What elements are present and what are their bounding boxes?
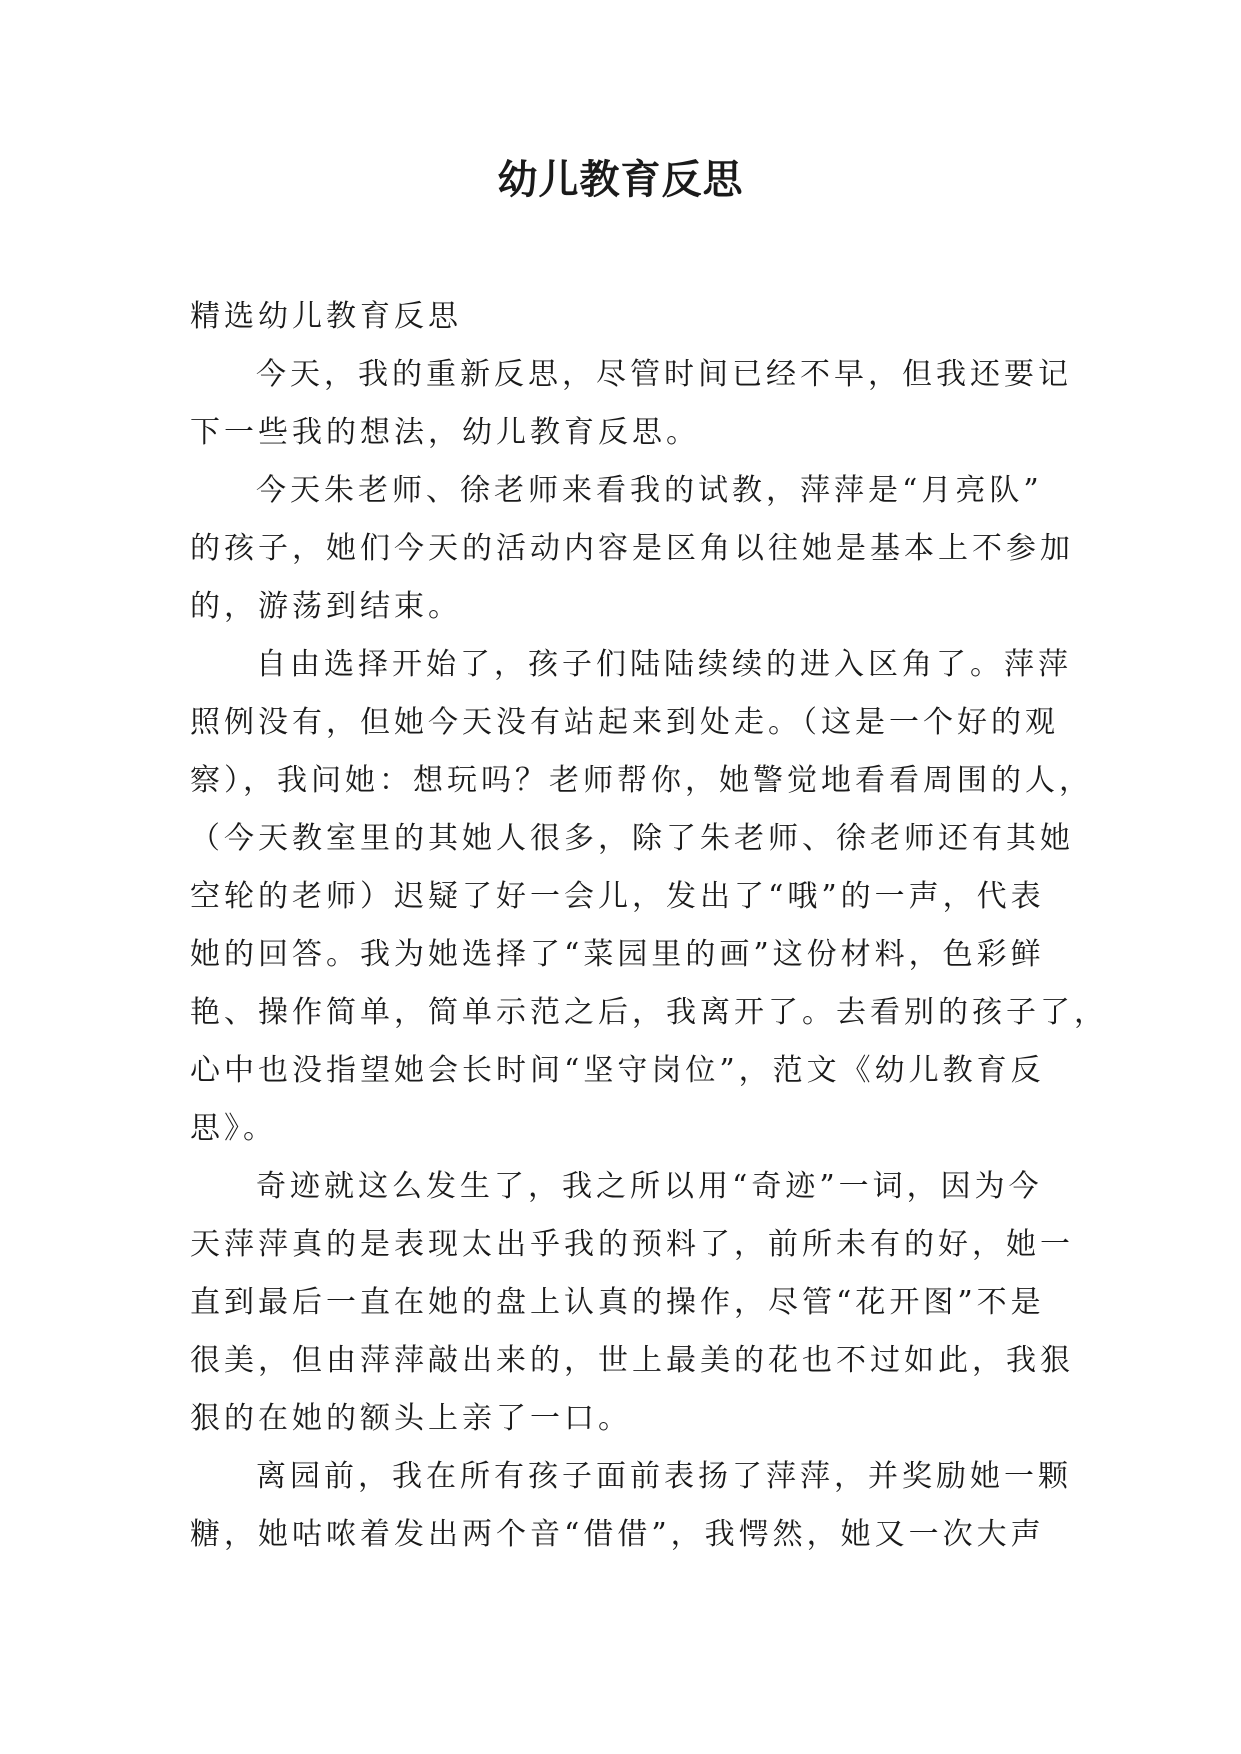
text-line: 今天朱老师、徐老师来看我的试教，萍萍是“月亮队” <box>256 473 1043 508</box>
text-line: 糖，她咕哝着发出两个音“借借”，我愕然，她又一次大声 <box>190 1517 1045 1552</box>
paragraph-4 <box>190 1158 1074 1448</box>
paragraph-3 <box>190 636 1108 1158</box>
text-line: 奇迹就这么发生了，我之所以用“奇迹”一词，因为今 <box>256 1169 1043 1204</box>
text-line: 空轮的老师）迟疑了好一会儿，发出了“哦”的一声，代表 <box>190 879 1045 914</box>
text-line: 天萍萍真的是表现太出乎我的预料了，前所未有的好，她一 <box>190 1227 1074 1262</box>
text-line: 离园前，我在所有孩子面前表扬了萍萍，并奖励她一颗 <box>256 1459 1072 1494</box>
text-line: 下一些我的想法，幼儿教育反思。 <box>190 415 700 450</box>
document-body <box>190 288 1108 1564</box>
text-line: 直到最后一直在她的盘上认真的操作，尽管“花开图”不是 <box>190 1285 1045 1320</box>
text-line: 的，游荡到结束。 <box>190 589 462 624</box>
text-line: 她的回答。我为她选择了“菜园里的画”这份材料，色彩鲜 <box>190 937 1045 972</box>
text-line: 狠的在她的额头上亲了一口。 <box>190 1401 632 1436</box>
text-line: 艳、操作简单，简单示范之后，我离开了。去看别的孩子了， <box>190 995 1108 1030</box>
paragraph-1 <box>190 346 1070 462</box>
text-line: 心中也没指望她会长时间“坚守岗位”，范文《幼儿教育反 <box>190 1053 1045 1088</box>
text-line: 思》。 <box>190 1111 277 1146</box>
text-line: 自由选择开始了，孩子们陆陆续续的进入区角了。萍萍 <box>256 647 1072 682</box>
text-line: 很美，但由萍萍敲出来的，世上最美的花也不过如此，我狠 <box>190 1343 1074 1378</box>
text-line: 的孩子，她们今天的活动内容是区角以往她是基本上不参加 <box>190 531 1074 566</box>
text-line: 照例没有，但她今天没有站起来到处走。（这是一个好的观 <box>190 705 1059 740</box>
text-line: 今天，我的重新反思，尽管时间已经不早，但我还要记 <box>256 357 1072 392</box>
text-line: （今天教室里的其她人很多，除了朱老师、徐老师还有其她 <box>190 821 1074 856</box>
paragraph-5 <box>190 1448 1070 1564</box>
text-line: 察），我问她：想玩吗？老师帮你，她警觉地看看周围的人， <box>190 763 1093 798</box>
paragraph-2 <box>190 462 1074 636</box>
document-title: 幼儿教育反思 <box>497 157 744 203</box>
document-subtitle: 精选幼儿教育反思 <box>190 299 462 334</box>
